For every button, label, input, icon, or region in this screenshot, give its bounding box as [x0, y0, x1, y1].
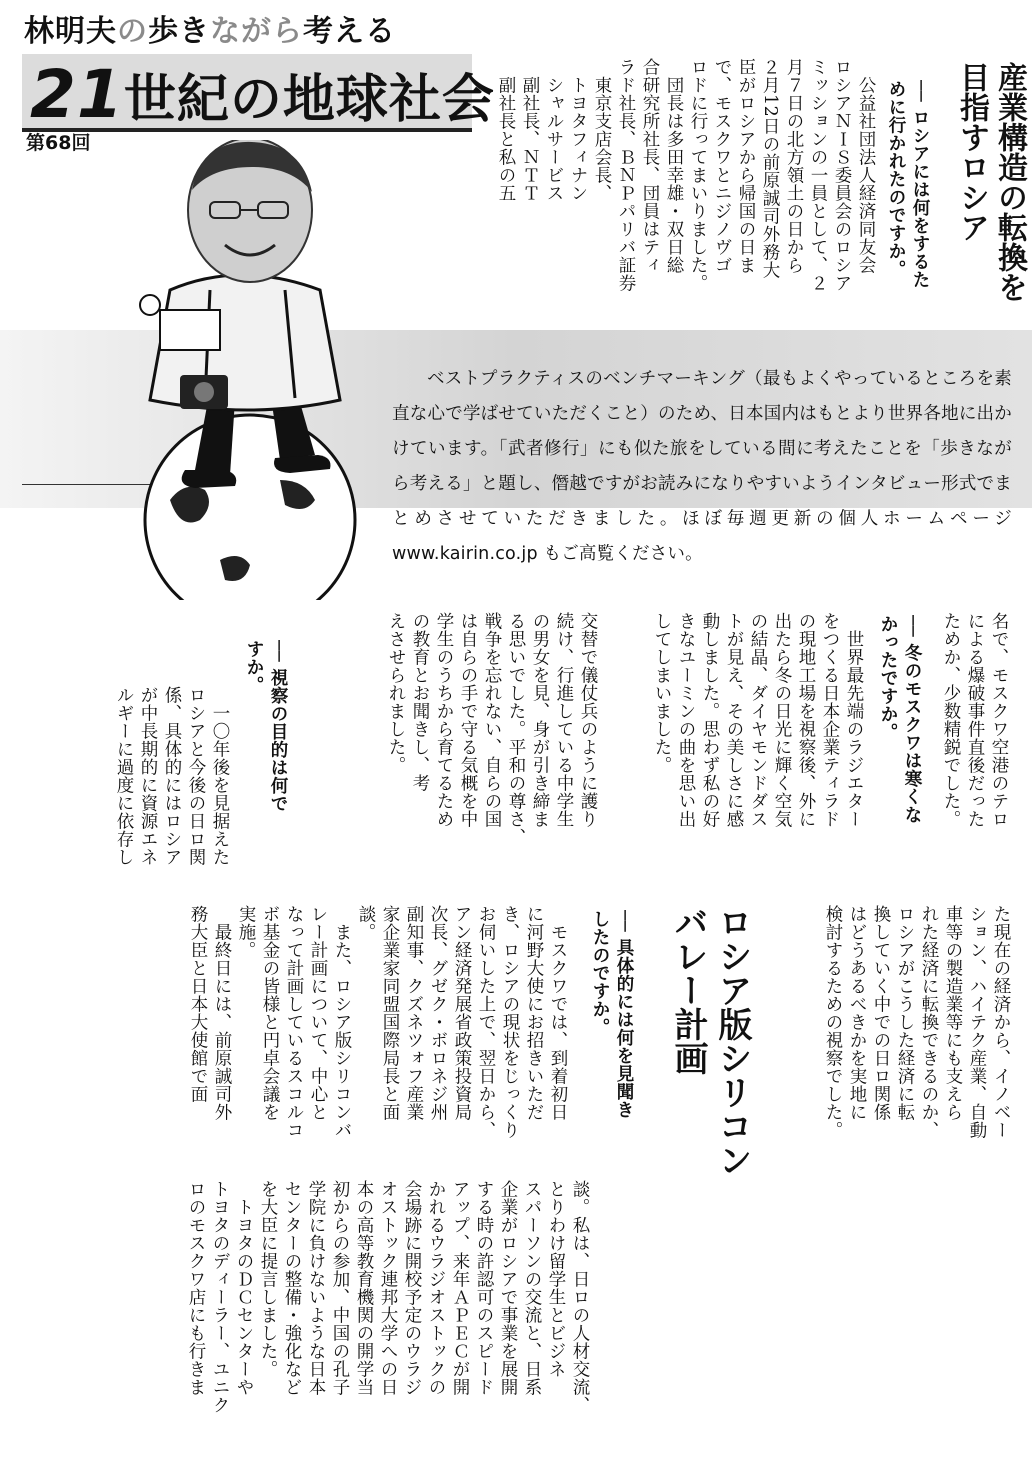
intro-paragraph: ベストプラクティスのベンチマーキング（最もよくやっているところを素直な心で学ばせていただくこと）のため、日本国内はもとより世界各地に出かけています。「武者修行」にも似た旅をしている間に考えたことを「歩きながら考える」と題し、僭越ですがお読みになりやすいようインタビュー形式でまとめさせていただきました。ほぼ毎週更新の個人ホームページ www.kairin.co.jp もご高覧ください。 — [392, 369, 1012, 564]
mid-col2-text: 交替で儀仗兵のように護り 続け、行進している中学生 の男女を見、身が引き締ま る思いでした。平和の尊さ、 戦争を忘れない、自らの国 は自らの手で守る気概を中 学生のうちから育てるため の教育とお聞きし、考 えさせられました。 — [386, 612, 598, 846]
series-title-text: 世紀の地球社会 — [123, 70, 495, 130]
answer-purpose: 公益社団法人経済同友会 ロシアＮＩＳ委員会のロシア ミッションの一員として、２ 月７日の北方領土の日から ２月12日の前原誠司外務大 臣がロシアから帰国の日ま で、モスクワとニジノヴゴ ロドに行ってまいりました。 団長は多田幸雄・双日総 合研究所社長、団員はティ ラド社長、ＢＮＰパリバ証券 東京支店会長、 トヨタフィナン シャルサービス 副社長、ＮＴＴ 副社長と私の五 — [496, 58, 876, 292]
question-inspection-purpose: ── 視察の目的は何で すか。 — [244, 640, 288, 813]
mid-col2-text2: 一〇年後を見据えた ロシアと今後の日ロ関 係、具体的にはロシア が中長期的に資源エネ ルギーに過度に依存し — [114, 686, 230, 866]
prefix-particle: の — [117, 14, 148, 49]
author-caricature-illustration — [100, 140, 390, 600]
bottom-col2-text: モスクワでは、到着初日 に河野大使にお招きいただ き、ロシアの現状をじっくり お伺いした上で、翌日から、 アン経済発展省政策投資局 次長、グゼク・ボロネジ州 副知事、クズネツォフ産業 家企業家同盟国際局長と面 談。 また、ロシア版シリコンバ レー計画について、中心と なって計画しているスコルコ ボ基金の皆様と円卓会議を 実施。 最終日には、前原誠司外 務大臣と日本大使館で面 — [188, 905, 568, 1139]
prefix-while: なが — [210, 14, 272, 49]
bottom-col3-text: 談。私は、日ロの人材交流、 とりわけ留学生とビジネ スパーソンの交流と、日系 企業がロシアで事業を展開 する時の許認可のスピード アップ、来年ＡＰＥＣが開 かれるウラジオストックの 会場跡に開校予定のウラジ オストック連邦大学への日 本の高等教育機関の開学当 初からの参加、中国の孔子 学院に負けないような日本 センターの整備・強化など を大臣に提言しました。 トヨタのＤＣセンターや トヨタのディーラー、ユニク ロのモスクワ店にも行きま — [186, 1180, 590, 1414]
episode-number: 第68回 — [26, 132, 91, 154]
author-name: 林明夫 — [24, 14, 117, 49]
question-winter-moscow: ── 冬のモスクワは寒くな かったですか。 — [878, 615, 922, 824]
section-heading-silicon-valley: ロシア版シリコン バレー計画 — [668, 905, 752, 1177]
series-title — [30, 56, 495, 133]
series-prefix — [24, 6, 396, 50]
prefix-think: 考える — [303, 14, 396, 49]
notebook-icon — [160, 310, 220, 350]
prefix-ra: ら — [272, 14, 303, 49]
question-what-seen: ── 具体的には何を見聞き したのですか。 — [590, 910, 634, 1119]
prefix-walk: 歩き — [148, 14, 210, 49]
mid-col1-text2: 世界最先端のラジエター をつくる日本企業ティラド の現地工場を視察後、外に 出たら冬の日光に輝く空気 の結晶、ダイヤモンドダス トが見え、その美しさに感 動しました。思わず私の好 きなユーミンの曲を思い出 してしまいました。 — [652, 612, 864, 828]
series-title-box — [22, 54, 495, 133]
mid-col1-text: 名で、モスクワ空港のテロ による爆破事件直後だった ためか、少数精鋭でした。 — [941, 612, 1009, 828]
section-heading-russia-structure: 産業構造の転換を 目指すロシア — [954, 62, 1027, 302]
question-purpose: ── ロシアには何をするた めに行かれたのですか。 — [886, 80, 930, 289]
bottom-col1-text: た現在の経済から、イノベー ション、ハイテク産業、自動 車等の製造業等にも支えら れた経済に転換できるのか、 ロシアがこうした経済に転 換していく中での日ロ関係 はどうあるべきかを実地に 検討するための視察でした。 — [823, 905, 1011, 1139]
series-title-number: 21 — [30, 56, 124, 133]
